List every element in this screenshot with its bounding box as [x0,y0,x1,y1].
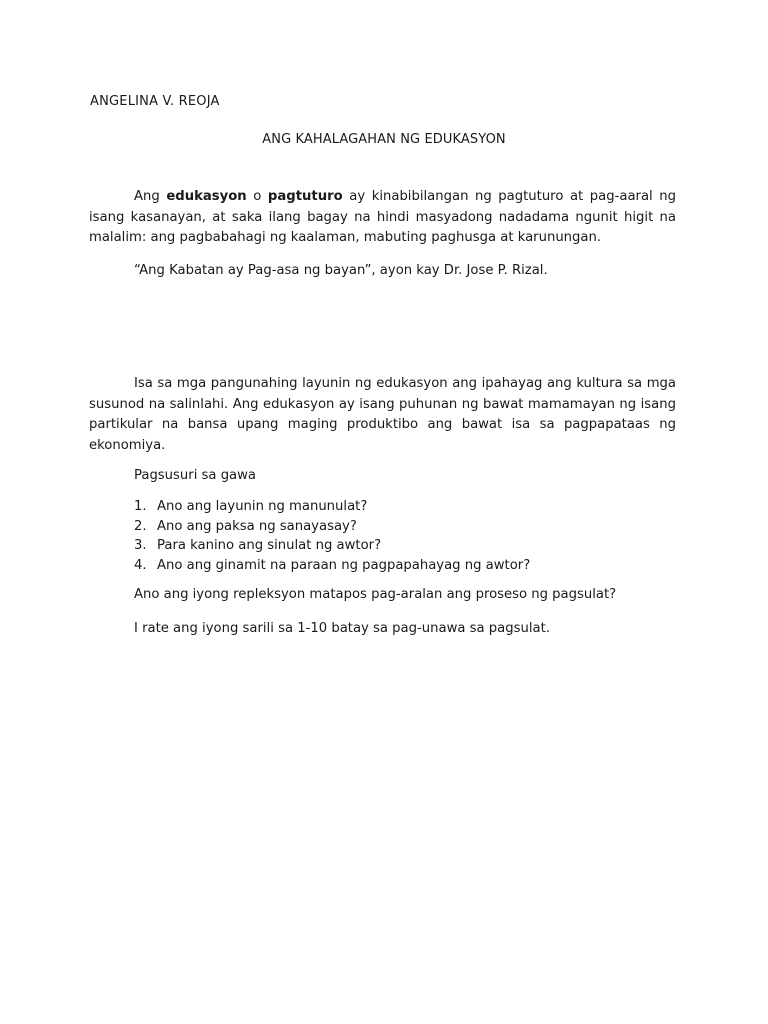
intro-connector-text: o [246,189,268,204]
rating-instruction: I rate ang iyong sarili sa 1-10 batay sa pag-unawa sa pagsulat. [134,621,550,636]
intro-lead-text: Ang [134,189,167,204]
list-item [134,556,530,576]
author-name: ANGELINA V. REOJA [90,94,220,109]
intro-paragraph [89,187,676,249]
reflection-question: Ano ang iyong repleksyon matapos pag-aralan ang proseso ng pagsulat? [134,587,617,602]
question-number: 3. [134,538,147,553]
purpose-paragraph: Isa sa mga pangunahing layunin ng edukasyon ang ipahayag ang kultura sa mga susunod na salinlahi. Ang edukasyon ay isang puhunan ng bawat mamamayan ng isang partikular na bansa upang maging produktibo ang bawat isa sa pagpapataas ng ekonomiya. [89,376,676,453]
bold-term-edukasyon: edukasyon [166,189,247,204]
question-number: 4. [134,557,147,573]
intro-rest-text: ay kinabibilangan ng pagtuturo at pag-aaral ng isang kasanayan, at saka ilang bagay na hindi masyadong nadadama ngunit higit na malalim: ang pagbabahagi ng kaalaman, mabuting paghusga at karunungan. [89,189,677,245]
list-item [134,517,530,537]
list-item [134,536,530,556]
document-title: ANG KAHALAGAHAN NG EDUKASYON [262,132,506,147]
rizal-quote: “Ang Kabatan ay Pag-asa ng bayan”, ayon kay Dr. Jose P. Rizal. [134,263,548,278]
question-text: Ano ang layunin ng manunulat? [157,499,368,514]
activity-heading: Pagsusuri sa gawa [134,468,257,483]
question-text: Ano ang ginamit na paraan ng pagpapahayag ng awtor? [157,557,531,573]
list-item [134,497,530,517]
question-text: Ano ang paksa ng sanayasay? [157,518,357,534]
question-text: Para kanino ang sinulat ng awtor? [157,538,382,553]
question-number: 2. [134,518,147,534]
question-list [134,497,530,575]
question-number: 1. [134,499,147,514]
bold-term-pagtuturo: pagtuturo [267,189,343,204]
